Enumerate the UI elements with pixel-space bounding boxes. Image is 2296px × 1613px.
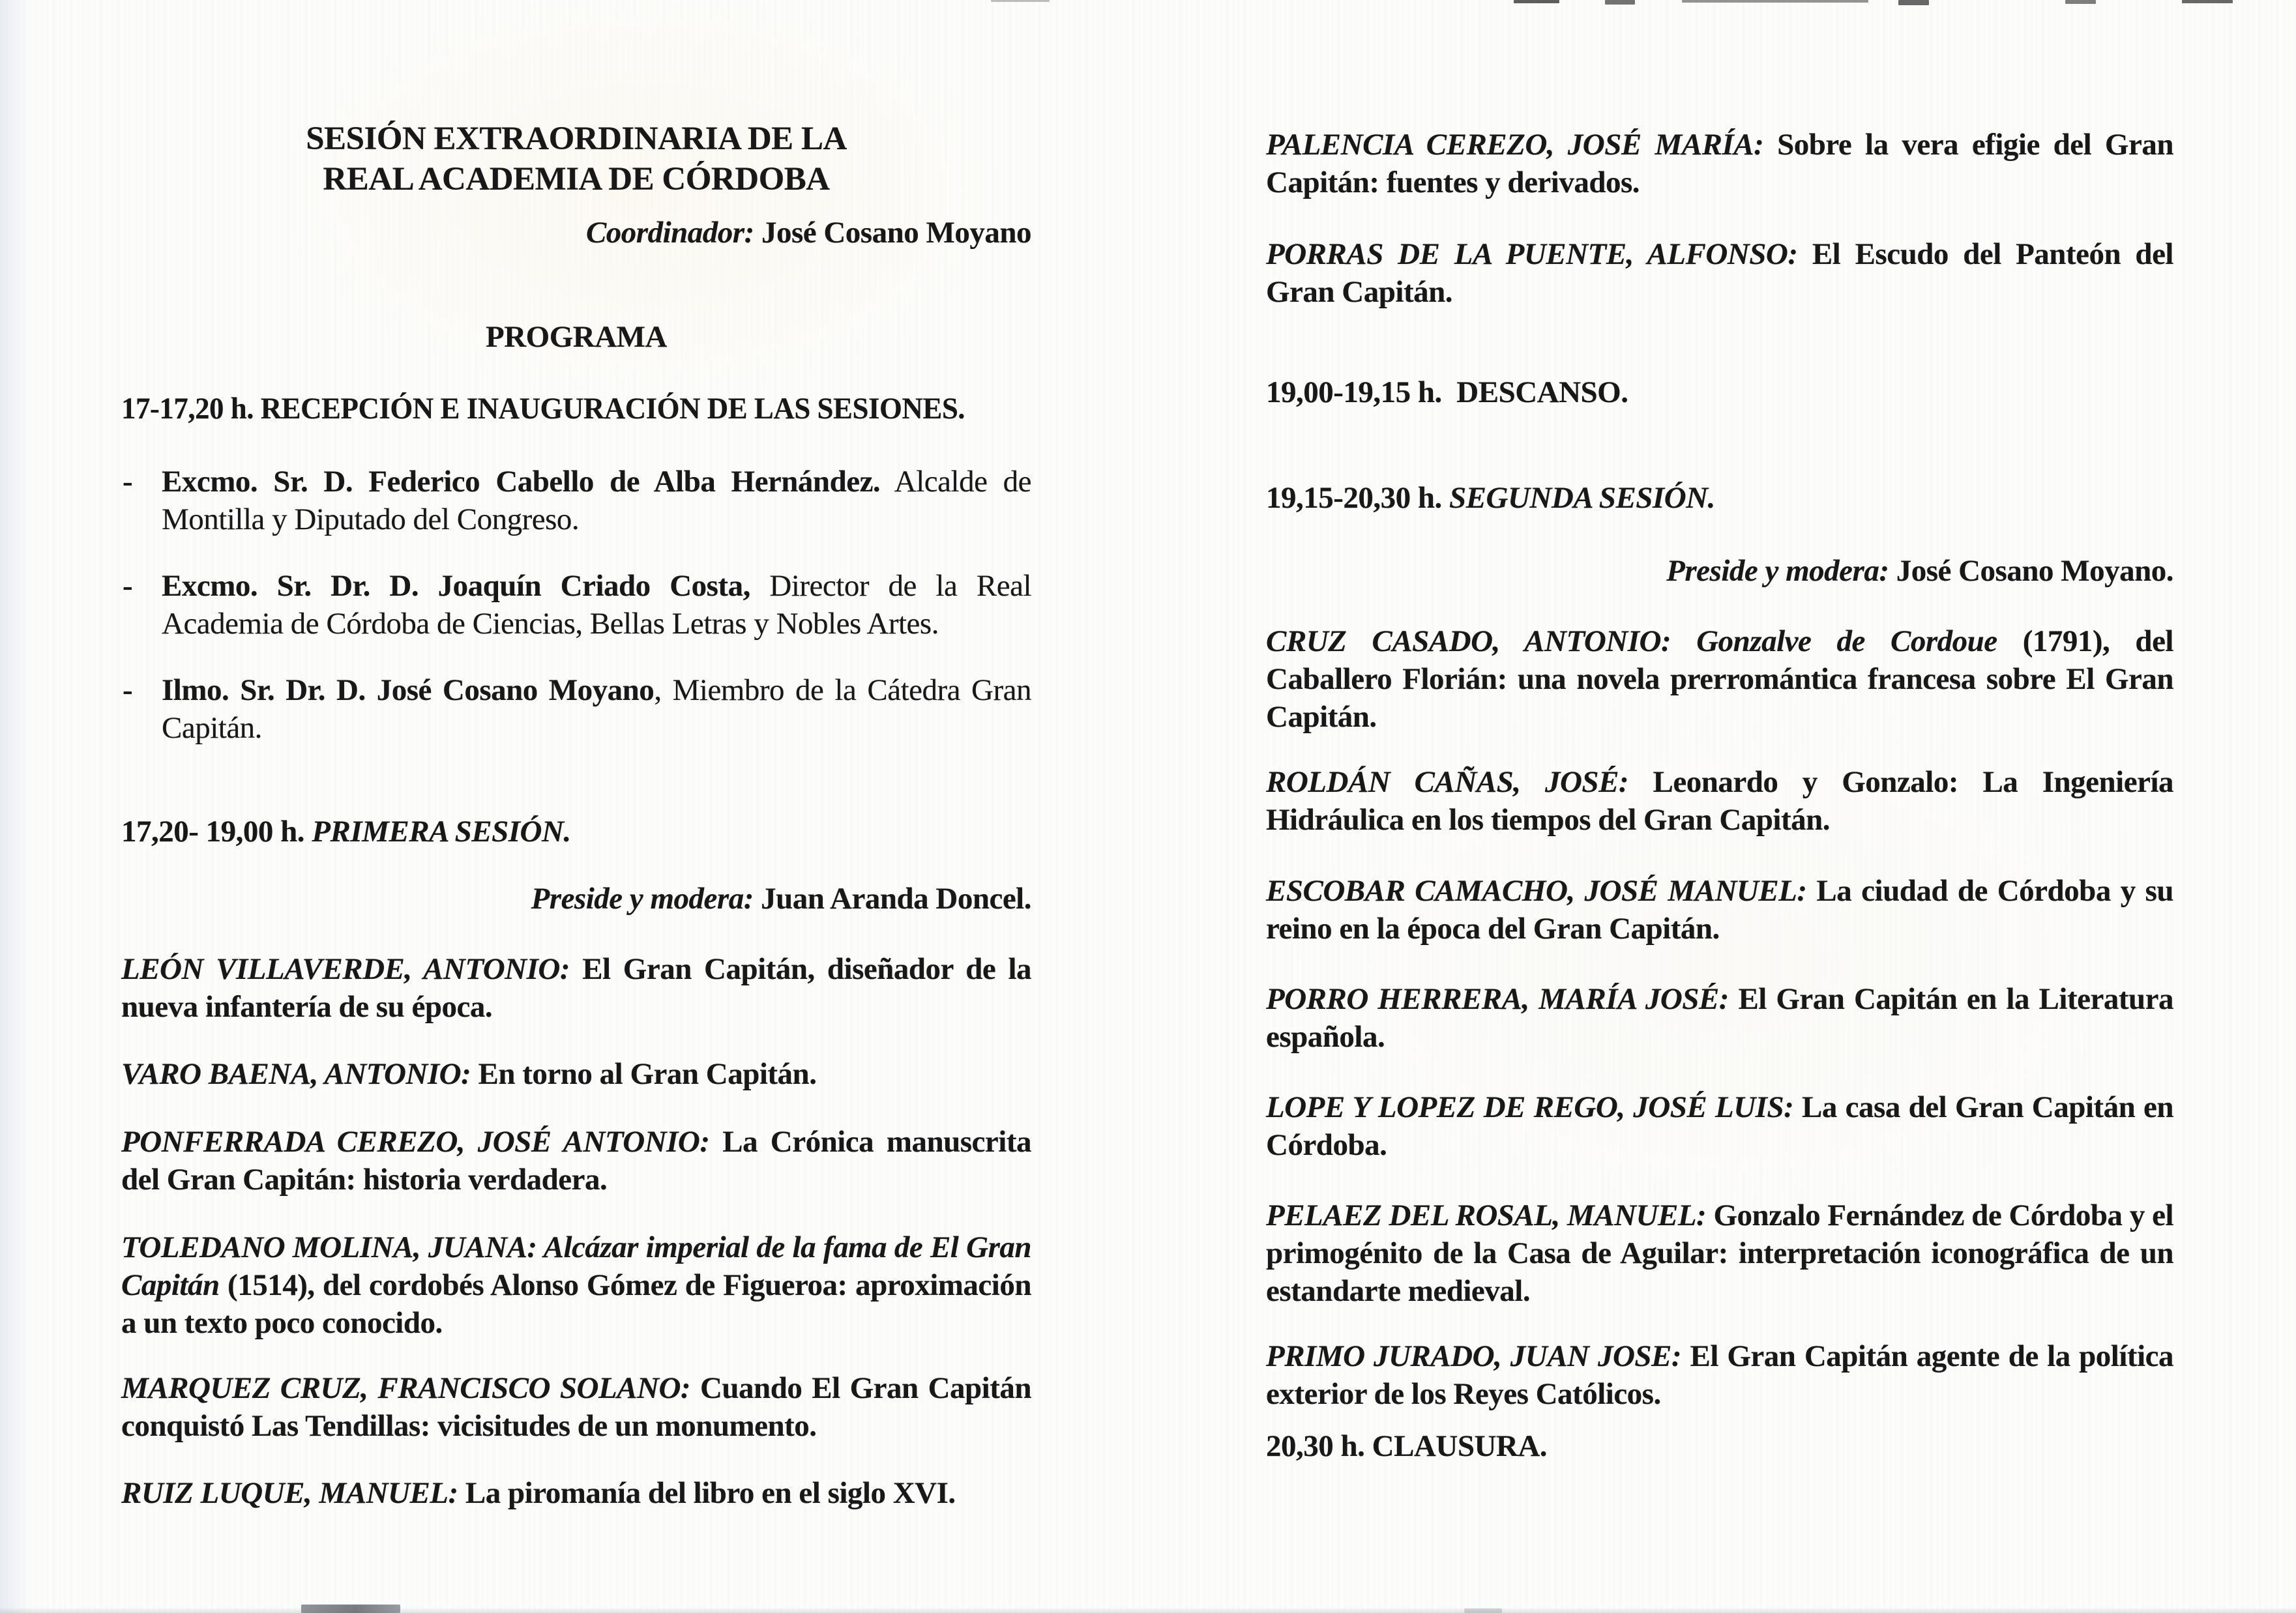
paper-entry-leon-villaverde: LEÓN VILLAVERDE, ANTONIO: El Gran Capitán, diseñador de la nueva infantería de su época. bbox=[121, 952, 1032, 1024]
right-page-column bbox=[1266, 0, 2173, 1613]
break-line: 19,00-19,15 h. DESCANSO. bbox=[1266, 375, 1628, 409]
paper-entry-porras-de-la-puente: PORRAS DE LA PUENTE, ALFONSO: El Escudo del Panteón del Gran Capitán. bbox=[1266, 237, 2173, 309]
session2-presider-line: Preside y modera: José Cosano Moyano. bbox=[1666, 554, 2173, 588]
paper-entry-toledano-molina: TOLEDANO MOLINA, JUANA: Alcázar imperial de la fama de El Gran Capitán (1514), del cordobés Alonso Gómez de Figueroa: aproximación a un texto poco conocido. bbox=[121, 1230, 1032, 1340]
attendee-item-cabello: - Excmo. Sr. D. Federico Cabello de Alba Hernández. Alcalde de Montilla y Diputado del Congreso. bbox=[123, 465, 1031, 536]
paper-entry-cruz-casado: CRUZ CASADO, ANTONIO: Gonzalve de Cordoue (1791), del Caballero Florián: una novela prerromántica francesa sobre El Gran Capitán. bbox=[1266, 624, 2173, 734]
left-page-column bbox=[121, 0, 1031, 1613]
paper-entry-marquez-cruz: MARQUEZ CRUZ, FRANCISCO SOLANO: Cuando El Gran Capitán conquistó Las Tendillas: vicisitudes de un monumento. bbox=[121, 1371, 1031, 1443]
paper-entry-porro-herrera: PORRO HERRERA, MARÍA JOSÉ: El Gran Capitán en la Literatura española. bbox=[1266, 982, 2173, 1054]
session1-presider-line: Preside y modera: Juan Aranda Doncel. bbox=[531, 882, 1031, 916]
paper-entry-escobar-camacho: ESCOBAR CAMACHO, JOSÉ MANUEL: La ciudad de Córdoba y su reino en la época del Gran Capitán. bbox=[1266, 874, 2173, 946]
session2-heading: 19,15-20,30 h. SEGUNDA SESIÓN. bbox=[1266, 481, 1715, 515]
scan-edge-shadow-left bbox=[0, 0, 31, 1613]
reception-heading: 17-17,20 h. RECEPCIÓN E INAUGURACIÓN DE LAS SESIONES. bbox=[121, 392, 965, 426]
closing-line: 20,30 h. CLAUSURA. bbox=[1266, 1429, 1548, 1463]
paper-entry-palencia-cerezo: PALENCIA CEREZO, JOSÉ MARÍA: Sobre la vera efigie del Gran Capitán: fuentes y derivados. bbox=[1266, 128, 2173, 199]
paper-entry-ponferrada-cerezo: PONFERRADA CEREZO, JOSÉ ANTONIO: La Crónica manuscrita del Gran Capitán: historia verdadera. bbox=[121, 1125, 1031, 1197]
coordinator-line: Coordinador: José Cosano Moyano bbox=[585, 216, 1031, 250]
paper-entry-roldan-canas: ROLDÁN CAÑAS, JOSÉ: Leonardo y Gonzalo: La Ingeniería Hidráulica en los tiempos del Gran Capitán. bbox=[1266, 765, 2173, 837]
program-heading: PROGRAMA bbox=[486, 320, 667, 354]
paper-entry-varo-baena: VARO BAENA, ANTONIO: En torno al Gran Capitán. bbox=[121, 1057, 817, 1091]
document-title-line1: SESIÓN EXTRAORDINARIA DE LA bbox=[306, 121, 847, 157]
session1-heading: 17,20- 19,00 h. PRIMERA SESIÓN. bbox=[121, 815, 571, 849]
scan-artifact-top bbox=[2182, 0, 2233, 3]
document-title-line2: REAL ACADEMIA DE CÓRDOBA bbox=[323, 161, 830, 197]
paper-entry-ruiz-luque: RUIZ LUQUE, MANUEL: La piromanía del libro en el siglo XVI. bbox=[121, 1476, 956, 1510]
paper-entry-lope-y-lopez: LOPE Y LOPEZ DE REGO, JOSÉ LUIS: La casa del Gran Capitán en Córdoba. bbox=[1266, 1090, 2174, 1162]
attendee-item-criado: - Excmo. Sr. Dr. D. Joaquín Criado Costa, Director de la Real Academia de Córdoba de Ciencias, Bellas Letras y Nobles Artes. bbox=[123, 569, 1031, 641]
paper-entry-primo-jurado: PRIMO JURADO, JUAN JOSE: El Gran Capitán agente de la política exterior de los Reyes Católicos. bbox=[1266, 1339, 2173, 1411]
paper-entry-pelaez-del-rosal: PELAEZ DEL ROSAL, MANUEL: Gonzalo Fernández de Córdoba y el primogénito de la Casa de Aguilar: interpretación iconográfica de un estandarte medieval. bbox=[1266, 1199, 2174, 1308]
attendee-item-cosano: - Ilmo. Sr. Dr. D. José Cosano Moyano, Miembro de la Cátedra Gran Capitán. bbox=[123, 673, 1031, 745]
